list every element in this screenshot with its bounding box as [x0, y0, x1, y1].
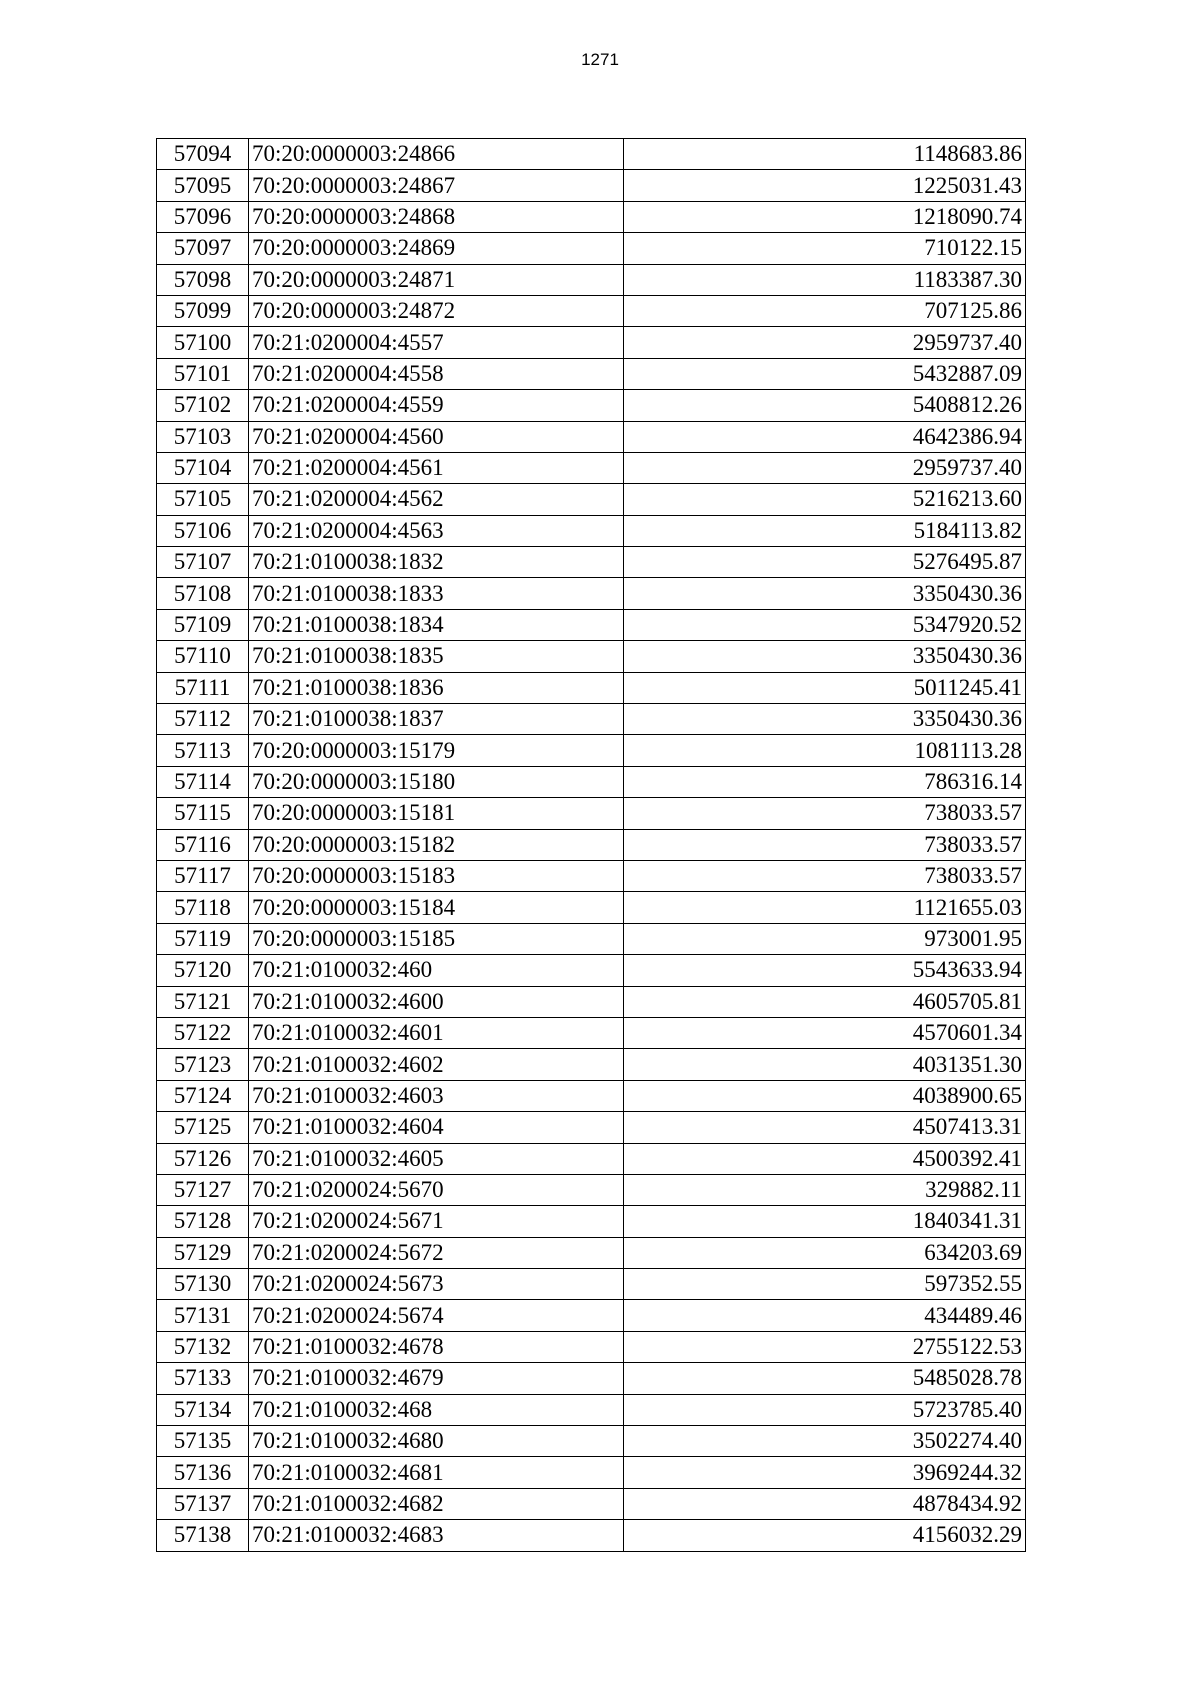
row-number-cell: 57097	[157, 233, 249, 264]
row-number-cell: 57108	[157, 578, 249, 609]
table-row	[157, 1017, 1026, 1048]
cadastral-number-cell: 70:21:0100032:4601	[249, 1017, 624, 1048]
table-row	[157, 1488, 1026, 1519]
cadastral-value-cell: 3350430.36	[624, 704, 1026, 735]
cadastral-value-cell: 597352.55	[624, 1269, 1026, 1300]
row-number-cell: 57123	[157, 1049, 249, 1080]
cadastral-value-cell: 3502274.40	[624, 1426, 1026, 1457]
cadastral-value-cell: 434489.46	[624, 1300, 1026, 1331]
cadastral-value-cell: 634203.69	[624, 1237, 1026, 1268]
cadastral-value-cell: 3969244.32	[624, 1457, 1026, 1488]
cadastral-value-cell: 1081113.28	[624, 735, 1026, 766]
table-row	[157, 1237, 1026, 1268]
row-number-cell: 57126	[157, 1143, 249, 1174]
table-row	[157, 735, 1026, 766]
table-row	[157, 1300, 1026, 1331]
row-number-cell: 57113	[157, 735, 249, 766]
row-number-cell: 57118	[157, 892, 249, 923]
cadastral-number-cell: 70:21:0200004:4559	[249, 390, 624, 421]
table-row	[157, 547, 1026, 578]
table-row	[157, 1331, 1026, 1362]
cadastral-number-cell: 70:21:0100032:4603	[249, 1080, 624, 1111]
row-number-cell: 57137	[157, 1488, 249, 1519]
cadastral-number-cell: 70:21:0200004:4561	[249, 452, 624, 483]
cadastral-value-table	[156, 138, 1026, 1552]
cadastral-value-cell: 4500392.41	[624, 1143, 1026, 1174]
table-row	[157, 1269, 1026, 1300]
cadastral-value-cell: 5184113.82	[624, 515, 1026, 546]
cadastral-number-cell: 70:21:0200024:5671	[249, 1206, 624, 1237]
table-row	[157, 1363, 1026, 1394]
table-row	[157, 201, 1026, 232]
row-number-cell: 57131	[157, 1300, 249, 1331]
table-row	[157, 892, 1026, 923]
cadastral-number-cell: 70:21:0100032:4682	[249, 1488, 624, 1519]
cadastral-value-cell: 786316.14	[624, 766, 1026, 797]
table-row	[157, 1143, 1026, 1174]
cadastral-value-cell: 4507413.31	[624, 1112, 1026, 1143]
table-row	[157, 578, 1026, 609]
table-row	[157, 1426, 1026, 1457]
row-number-cell: 57125	[157, 1112, 249, 1143]
table-row	[157, 1049, 1026, 1080]
row-number-cell: 57133	[157, 1363, 249, 1394]
table-row	[157, 421, 1026, 452]
cadastral-number-cell: 70:21:0100032:4679	[249, 1363, 624, 1394]
table-row	[157, 1174, 1026, 1205]
cadastral-number-cell: 70:21:0100038:1834	[249, 609, 624, 640]
cadastral-number-cell: 70:20:0000003:24866	[249, 139, 624, 170]
cadastral-number-cell: 70:21:0200024:5672	[249, 1237, 624, 1268]
table-row	[157, 233, 1026, 264]
row-number-cell: 57107	[157, 547, 249, 578]
row-number-cell: 57132	[157, 1331, 249, 1362]
table-row	[157, 641, 1026, 672]
cadastral-number-cell: 70:21:0200004:4563	[249, 515, 624, 546]
table-row	[157, 798, 1026, 829]
cadastral-value-cell: 1225031.43	[624, 170, 1026, 201]
row-number-cell: 57119	[157, 923, 249, 954]
table-row	[157, 1080, 1026, 1111]
row-number-cell: 57096	[157, 201, 249, 232]
cadastral-value-cell: 3350430.36	[624, 578, 1026, 609]
row-number-cell: 57100	[157, 327, 249, 358]
cadastral-value-cell: 4156032.29	[624, 1520, 1026, 1551]
table-row	[157, 264, 1026, 295]
cadastral-number-cell: 70:21:0200004:4562	[249, 484, 624, 515]
cadastral-number-cell: 70:21:0100038:1835	[249, 641, 624, 672]
cadastral-value-cell: 4570601.34	[624, 1017, 1026, 1048]
table-row	[157, 704, 1026, 735]
cadastral-number-cell: 70:21:0100038:1836	[249, 672, 624, 703]
row-number-cell: 57111	[157, 672, 249, 703]
row-number-cell: 57101	[157, 358, 249, 389]
row-number-cell: 57099	[157, 295, 249, 326]
cadastral-value-cell: 710122.15	[624, 233, 1026, 264]
cadastral-value-cell: 1840341.31	[624, 1206, 1026, 1237]
row-number-cell: 57129	[157, 1237, 249, 1268]
cadastral-number-cell: 70:20:0000003:15181	[249, 798, 624, 829]
row-number-cell: 57109	[157, 609, 249, 640]
table-row	[157, 1112, 1026, 1143]
row-number-cell: 57102	[157, 390, 249, 421]
row-number-cell: 57106	[157, 515, 249, 546]
cadastral-value-cell: 1218090.74	[624, 201, 1026, 232]
cadastral-number-cell: 70:20:0000003:24868	[249, 201, 624, 232]
cadastral-value-cell: 4031351.30	[624, 1049, 1026, 1080]
row-number-cell: 57136	[157, 1457, 249, 1488]
cadastral-number-cell: 70:21:0100038:1837	[249, 704, 624, 735]
cadastral-value-cell: 4878434.92	[624, 1488, 1026, 1519]
row-number-cell: 57115	[157, 798, 249, 829]
table-row	[157, 1206, 1026, 1237]
cadastral-number-cell: 70:20:0000003:15179	[249, 735, 624, 766]
cadastral-value-cell: 5723785.40	[624, 1394, 1026, 1425]
row-number-cell: 57138	[157, 1520, 249, 1551]
cadastral-value-cell: 4605705.81	[624, 986, 1026, 1017]
row-number-cell: 57098	[157, 264, 249, 295]
table-row	[157, 1394, 1026, 1425]
table-row	[157, 295, 1026, 326]
cadastral-value-cell: 5485028.78	[624, 1363, 1026, 1394]
cadastral-number-cell: 70:21:0100032:4602	[249, 1049, 624, 1080]
row-number-cell: 57095	[157, 170, 249, 201]
table-row	[157, 1520, 1026, 1551]
row-number-cell: 57124	[157, 1080, 249, 1111]
table-row	[157, 327, 1026, 358]
cadastral-value-cell: 5408812.26	[624, 390, 1026, 421]
row-number-cell: 57121	[157, 986, 249, 1017]
cadastral-number-cell: 70:21:0100038:1833	[249, 578, 624, 609]
cadastral-value-cell: 973001.95	[624, 923, 1026, 954]
row-number-cell: 57127	[157, 1174, 249, 1205]
table-row	[157, 672, 1026, 703]
cadastral-value-cell: 5432887.09	[624, 358, 1026, 389]
cadastral-value-cell: 738033.57	[624, 798, 1026, 829]
table-row	[157, 955, 1026, 986]
cadastral-value-cell: 5011245.41	[624, 672, 1026, 703]
cadastral-value-cell: 738033.57	[624, 860, 1026, 891]
cadastral-number-cell: 70:21:0100032:4683	[249, 1520, 624, 1551]
cadastral-value-cell: 4038900.65	[624, 1080, 1026, 1111]
cadastral-number-cell: 70:21:0100032:460	[249, 955, 624, 986]
cadastral-value-cell: 5347920.52	[624, 609, 1026, 640]
table-row	[157, 986, 1026, 1017]
row-number-cell: 57103	[157, 421, 249, 452]
cadastral-number-cell: 70:21:0200024:5670	[249, 1174, 624, 1205]
table-row	[157, 923, 1026, 954]
row-number-cell: 57104	[157, 452, 249, 483]
row-number-cell: 57105	[157, 484, 249, 515]
cadastral-value-cell: 5276495.87	[624, 547, 1026, 578]
cadastral-number-cell: 70:20:0000003:15182	[249, 829, 624, 860]
table-row	[157, 170, 1026, 201]
row-number-cell: 57120	[157, 955, 249, 986]
row-number-cell: 57117	[157, 860, 249, 891]
row-number-cell: 57130	[157, 1269, 249, 1300]
cadastral-value-cell: 2959737.40	[624, 327, 1026, 358]
cadastral-number-cell: 70:21:0100032:4605	[249, 1143, 624, 1174]
cadastral-number-cell: 70:21:0200004:4558	[249, 358, 624, 389]
cadastral-number-cell: 70:21:0200004:4560	[249, 421, 624, 452]
row-number-cell: 57110	[157, 641, 249, 672]
cadastral-value-cell: 738033.57	[624, 829, 1026, 860]
cadastral-value-cell: 2755122.53	[624, 1331, 1026, 1362]
row-number-cell: 57134	[157, 1394, 249, 1425]
cadastral-number-cell: 70:20:0000003:15180	[249, 766, 624, 797]
cadastral-number-cell: 70:21:0100032:4678	[249, 1331, 624, 1362]
table-row	[157, 1457, 1026, 1488]
cadastral-number-cell: 70:21:0200004:4557	[249, 327, 624, 358]
cadastral-number-cell: 70:21:0100032:4600	[249, 986, 624, 1017]
cadastral-value-cell: 4642386.94	[624, 421, 1026, 452]
row-number-cell: 57122	[157, 1017, 249, 1048]
cadastral-value-cell: 1148683.86	[624, 139, 1026, 170]
cadastral-number-cell: 70:21:0100032:468	[249, 1394, 624, 1425]
cadastral-number-cell: 70:20:0000003:24867	[249, 170, 624, 201]
cadastral-number-cell: 70:20:0000003:24869	[249, 233, 624, 264]
cadastral-number-cell: 70:20:0000003:24872	[249, 295, 624, 326]
cadastral-number-cell: 70:21:0200024:5673	[249, 1269, 624, 1300]
table-row	[157, 358, 1026, 389]
cadastral-value-cell: 329882.11	[624, 1174, 1026, 1205]
cadastral-number-cell: 70:21:0100032:4604	[249, 1112, 624, 1143]
table-row	[157, 452, 1026, 483]
row-number-cell: 57114	[157, 766, 249, 797]
cadastral-value-cell: 707125.86	[624, 295, 1026, 326]
table-row	[157, 829, 1026, 860]
row-number-cell: 57112	[157, 704, 249, 735]
table-row	[157, 766, 1026, 797]
table-row	[157, 139, 1026, 170]
cadastral-number-cell: 70:20:0000003:15184	[249, 892, 624, 923]
cadastral-value-cell: 1183387.30	[624, 264, 1026, 295]
cadastral-value-cell: 5543633.94	[624, 955, 1026, 986]
table-row	[157, 515, 1026, 546]
cadastral-number-cell: 70:21:0200024:5674	[249, 1300, 624, 1331]
cadastral-value-cell: 1121655.03	[624, 892, 1026, 923]
cadastral-number-cell: 70:21:0100038:1832	[249, 547, 624, 578]
cadastral-number-cell: 70:20:0000003:15183	[249, 860, 624, 891]
row-number-cell: 57135	[157, 1426, 249, 1457]
page-number: 1271	[581, 50, 619, 69]
table-row	[157, 390, 1026, 421]
row-number-cell: 57116	[157, 829, 249, 860]
cadastral-number-cell: 70:20:0000003:15185	[249, 923, 624, 954]
table-row	[157, 609, 1026, 640]
row-number-cell: 57128	[157, 1206, 249, 1237]
cadastral-value-cell: 2959737.40	[624, 452, 1026, 483]
cadastral-value-cell: 3350430.36	[624, 641, 1026, 672]
cadastral-value-cell: 5216213.60	[624, 484, 1026, 515]
table-row	[157, 484, 1026, 515]
table-body	[157, 139, 1026, 1552]
cadastral-number-cell: 70:21:0100032:4680	[249, 1426, 624, 1457]
cadastral-number-cell: 70:20:0000003:24871	[249, 264, 624, 295]
table-row	[157, 860, 1026, 891]
cadastral-number-cell: 70:21:0100032:4681	[249, 1457, 624, 1488]
row-number-cell: 57094	[157, 139, 249, 170]
